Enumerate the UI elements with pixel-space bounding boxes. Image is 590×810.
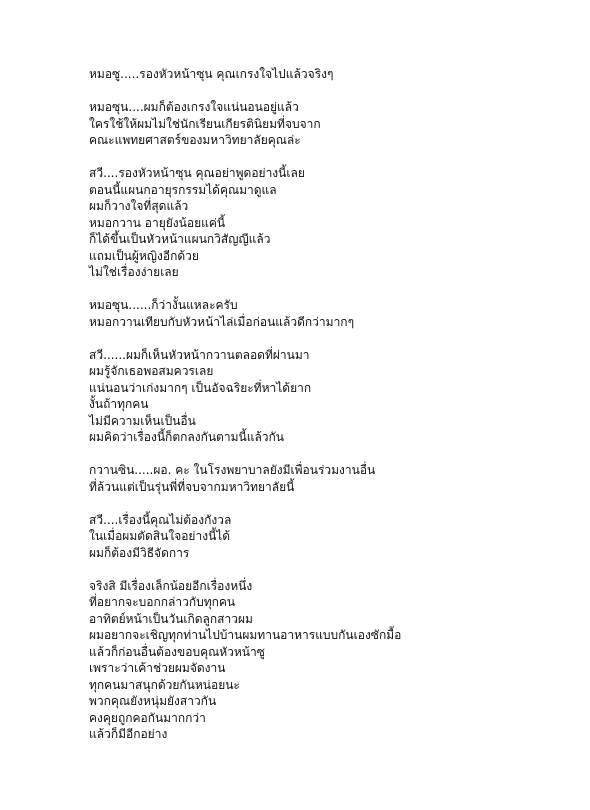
paragraph: [89, 462, 569, 495]
text-line: ตอนนี้แผนกอายุรกรรมได้คุณมาดูแล: [89, 182, 277, 197]
text-line: จริงสิ มีเรื่องเล็กน้อยอีกเรื่องหนึ่ง: [89, 578, 253, 593]
text-line: ผมรู้จักเธอพอสมควรเลย: [89, 364, 214, 378]
text-line: กวานซิน.....ผอ. คะ ในโรงพยาบาลยังมีเพื่อนร่วมงานอื่น: [89, 463, 376, 477]
paragraph: [89, 297, 569, 330]
text-line: คณะแพทยศาสตร์ของมหาวิทยาลัยคุณล่ะ: [89, 133, 301, 147]
text-line: แล้วก็ก่อนอื่นต้องขอบคุณหัวหน้าซู: [89, 644, 265, 659]
text-line: แล้วก็มีอีกอย่าง: [89, 727, 168, 741]
text-line: ผมคิดว่าเรื่องนี้ก็ตกลงกันตามนี้แล้วกัน: [89, 430, 284, 444]
document-page: [89, 66, 569, 759]
text-line: หมอซุน......ก็ว่างั้นแหละครับ: [89, 298, 238, 312]
text-line: ไม่ใช่เรื่องง่ายเลย: [89, 265, 179, 279]
text-line: ใครใช้ให้ผมไม่ใช่นักเรียนเกียรตินิยมที่จบจาก: [89, 116, 321, 131]
text-line: ผมก็วางใจที่สุดแล้ว: [89, 199, 189, 213]
paragraph: [89, 512, 569, 562]
text-line: งั้นถ้าทุกคน: [89, 397, 149, 411]
text-line: สวี....รองหัวหน้าซุน คุณอย่าพูดอย่างนี้เลย: [89, 166, 305, 180]
text-line: สวี......ผมก็เห็นหัวหน้ากวานตลอดที่ผ่านมา: [89, 347, 310, 362]
paragraph: [89, 578, 569, 743]
paragraph: [89, 165, 569, 281]
text-line: ในเมื่อผมตัดสินใจอย่างนี้ได้: [89, 529, 231, 543]
text-line: แน่นอนว่าเก่งมากๆ เป็นอัจฉริยะที่หาได้ยาก: [89, 380, 312, 395]
text-line: สวี....เรื่องนี้คุณไม่ต้องกังวล: [89, 512, 232, 527]
text-line: อาทิตย์หน้าเป็นวันเกิดลูกสาวผม: [89, 611, 253, 626]
text-line: พวกคุณยังหนุ่มยังสาวกัน: [89, 694, 217, 708]
text-line: คงคุยถูกคอกันมากกว่า: [89, 710, 206, 725]
text-line: เพราะว่าเค้าช่วยผมจัดงาน: [89, 661, 226, 675]
text-line: ที่อยากจะบอกกล่าวกับทุกคน: [89, 595, 236, 609]
text-line: หมอซุน....ผมก็ต้องเกรงใจแน่นอนอยู่แล้ว: [89, 100, 299, 114]
text-line: ที่ล้วนแต่เป็นรุ่นพี่ที่จบจากมหาวิทยาลัยนี้: [89, 479, 295, 494]
text-line: หมอซู.....รองหัวหน้าซุน คุณเกรงใจไปแล้วจริงๆ: [89, 67, 334, 81]
paragraph: [89, 347, 569, 446]
text-line: ไม่มีความเห็นเป็นอื่น: [89, 413, 196, 428]
text-line: หมอกวานเทียบกับหัวหน้าไล่เมื่อก่อนแล้วดีกว่ามากๆ: [89, 314, 355, 329]
text-line: แถมเป็นผู้หญิงอีกด้วย: [89, 248, 199, 263]
text-line: ผมอยากจะเชิญทุกท่านไปบ้านผมทานอาหารแบบกันเองซักมื้อ: [89, 628, 402, 642]
text-line: ก็ได้ขึ้นเป็นหัวหน้าแผนกวิสัญญีแล้ว: [89, 232, 271, 246]
paragraph: [89, 66, 569, 83]
text-line: ทุกคนมาสนุกด้วยกันหน่อยนะ: [89, 677, 240, 692]
paragraph: [89, 99, 569, 149]
text-line: หมอกวาน อายุยังน้อยแค่นี้: [89, 215, 226, 230]
text-line: ผมก็ต้องมีวิธีจัดการ: [89, 545, 190, 560]
